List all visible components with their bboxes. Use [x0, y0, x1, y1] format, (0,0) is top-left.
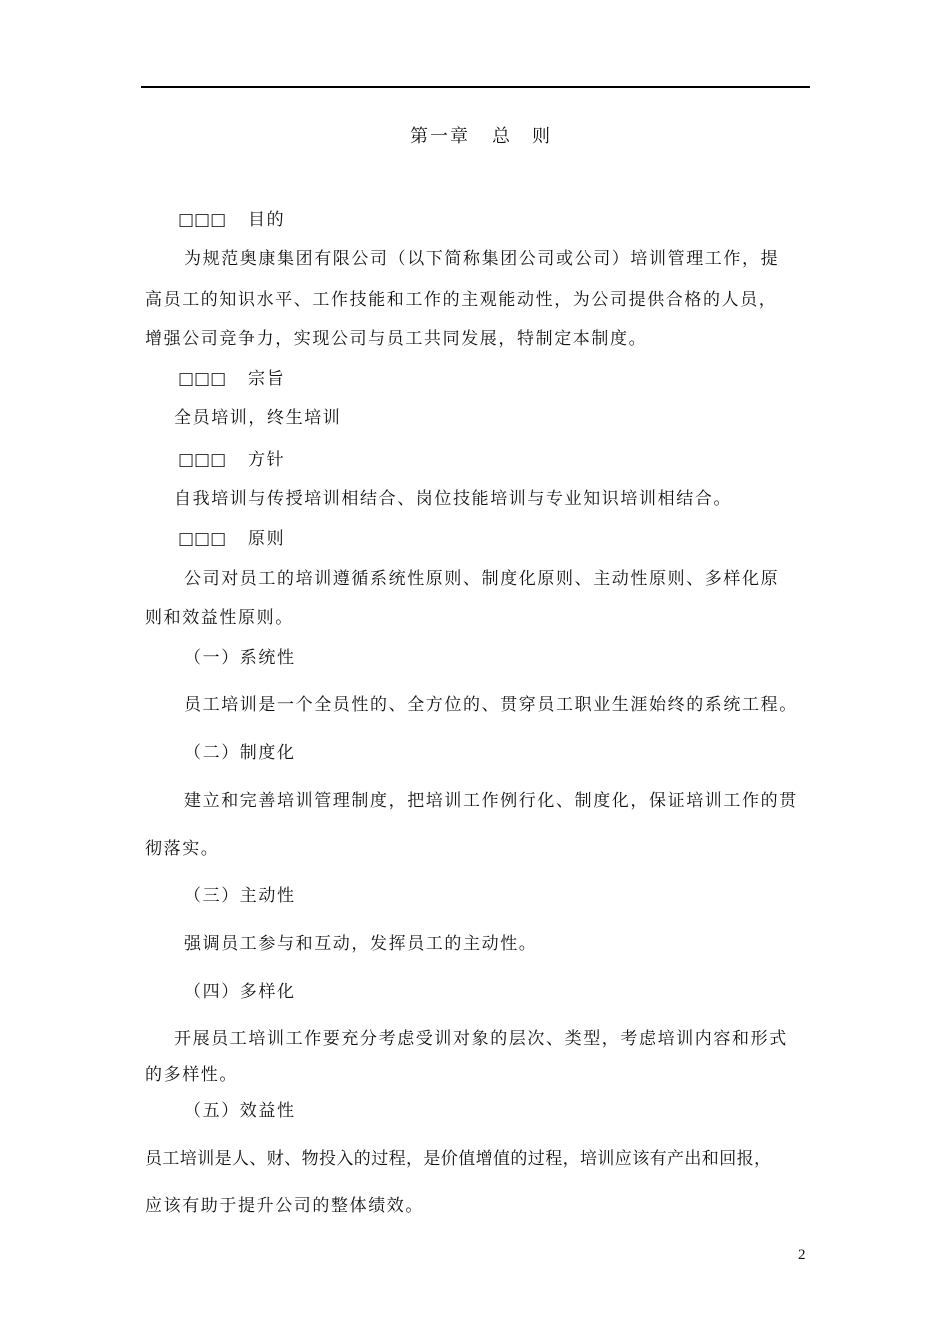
principle-text: 员工培训是一个全员性的、全方位的、贯穿员工职业生涯始终的系统工程。 — [184, 695, 798, 715]
principle-text: 建立和完善培训管理制度，把培训工作例行化、制度化，保证培训工作的贯 — [184, 791, 798, 811]
principle-label: （四）多样化 — [184, 982, 296, 1002]
article-number: □□□ — [178, 450, 227, 470]
principle-label: （三）主动性 — [184, 886, 296, 906]
principle-text: 彻落实。 — [145, 839, 220, 859]
principle-label: （二）制度化 — [184, 743, 296, 763]
article-number: □□□ — [178, 369, 227, 389]
header-rule — [141, 86, 810, 88]
article-heading-principles — [178, 528, 285, 550]
article-number: □□□ — [178, 210, 227, 230]
chapter-title — [410, 126, 552, 148]
article-title: 目的 — [248, 210, 286, 230]
principle-label: （一）系统性 — [184, 648, 296, 668]
article-title: 方针 — [248, 450, 286, 470]
principle-text: 员工培训是人、财、物投入的过程，是价值增值的过程，培训应该有产出和回报， — [145, 1149, 772, 1169]
principle-text: 的多样性。 — [145, 1065, 238, 1085]
paragraph-line: 自我培训与传授培训相结合、岗位技能培训与专业知识培训相结合。 — [174, 489, 732, 509]
article-title: 原则 — [248, 529, 286, 549]
principle-text: 开展员工培训工作要充分考虑受训对象的层次、类型，考虑培训内容和形式 — [174, 1029, 788, 1049]
paragraph-line: 增强公司竞争力，实现公司与员工共同发展，特制定本制度。 — [145, 329, 648, 349]
paragraph-line: 为规范奥康集团有限公司（以下简称集团公司或公司）培训管理工作，提 — [184, 249, 780, 269]
paragraph-line: 公司对员工的培训遵循系统性原则、制度化原则、主动性原则、多样化原 — [184, 569, 780, 589]
article-heading-tenet — [178, 368, 285, 390]
principle-text: 应该有助于提升公司的整体绩效。 — [145, 1196, 424, 1216]
principle-label: （五）效益性 — [184, 1101, 296, 1121]
paragraph-line: 高员工的知识水平、工作技能和工作的主观能动性，为公司提供合格的人员， — [145, 290, 778, 310]
chapter-number: 第一章 — [410, 126, 470, 147]
principle-text: 强调员工参与和互动，发挥员工的主动性。 — [184, 934, 538, 954]
article-heading-policy — [178, 449, 285, 471]
paragraph-line: 则和效益性原则。 — [145, 608, 294, 628]
article-title: 宗旨 — [248, 369, 286, 389]
article-number: □□□ — [178, 529, 227, 549]
chapter-name: 总 则 — [492, 126, 552, 147]
article-heading-purpose — [178, 209, 285, 231]
paragraph-line: 全员培训，终生培训 — [174, 408, 342, 428]
page-number: 2 — [798, 1247, 806, 1263]
